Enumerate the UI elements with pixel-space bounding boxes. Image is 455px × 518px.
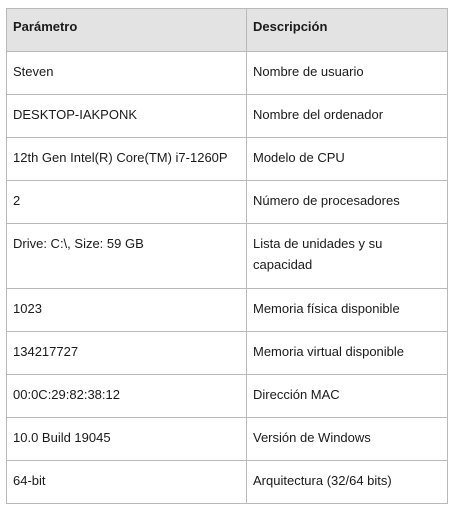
description-cell: Versión de Windows bbox=[247, 418, 448, 461]
table-row bbox=[7, 224, 448, 289]
table-header-row bbox=[7, 9, 448, 52]
table-row bbox=[7, 95, 448, 138]
parameter-cell: 64-bit bbox=[7, 461, 247, 504]
table-row bbox=[7, 332, 448, 375]
description-cell: Arquitectura (32/64 bits) bbox=[247, 461, 448, 504]
table-row bbox=[7, 461, 448, 504]
description-cell: Memoria virtual disponible bbox=[247, 332, 448, 375]
parameter-cell: 00:0C:29:82:38:12 bbox=[7, 375, 247, 418]
parameter-cell: Drive: C:\, Size: 59 GB bbox=[7, 224, 247, 289]
parameters-table bbox=[6, 8, 448, 504]
parameter-cell: Steven bbox=[7, 52, 247, 95]
description-cell: Modelo de CPU bbox=[247, 138, 448, 181]
description-cell: Nombre de usuario bbox=[247, 52, 448, 95]
parameter-cell: 10.0 Build 19045 bbox=[7, 418, 247, 461]
description-cell: Memoria física disponible bbox=[247, 289, 448, 332]
parameter-cell: 1023 bbox=[7, 289, 247, 332]
description-cell: Dirección MAC bbox=[247, 375, 448, 418]
table-row bbox=[7, 418, 448, 461]
column-header-parameter: Parámetro bbox=[7, 9, 247, 52]
description-cell: Lista de unidades y su capacidad bbox=[247, 224, 448, 289]
description-cell: Nombre del ordenador bbox=[247, 95, 448, 138]
parameter-cell: 2 bbox=[7, 181, 247, 224]
parameter-cell: 134217727 bbox=[7, 332, 247, 375]
table-row bbox=[7, 52, 448, 95]
description-cell: Número de procesadores bbox=[247, 181, 448, 224]
table-row bbox=[7, 138, 448, 181]
table-row bbox=[7, 289, 448, 332]
table-row bbox=[7, 375, 448, 418]
parameter-cell: DESKTOP-IAKPONK bbox=[7, 95, 247, 138]
table-row bbox=[7, 181, 448, 224]
parameter-cell: 12th Gen Intel(R) Core(TM) i7-1260P bbox=[7, 138, 247, 181]
column-header-description: Descripción bbox=[247, 9, 448, 52]
